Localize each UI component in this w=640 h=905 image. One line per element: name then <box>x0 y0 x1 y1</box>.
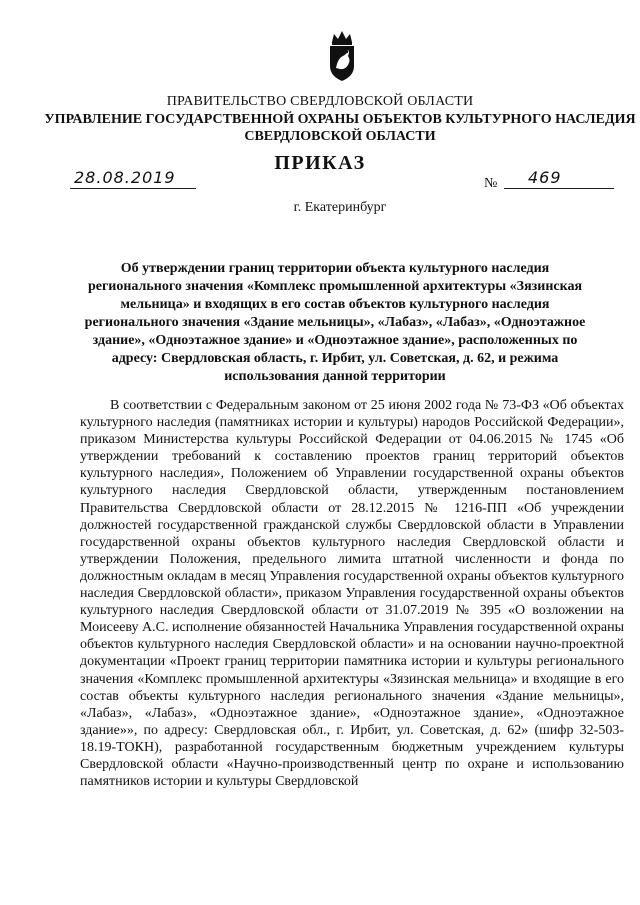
order-subject: Об утверждении границ территории объекта культурного наследия регионального значения «Комплекс промышленной архитектуры «Зязинская мельница» и входящих в его состав объектов культурного наследия регионального значения «Здание мельницы», «Лабаз», «Лабаз», «Одноэтажное здание», «Одноэтажное здание» и «Одноэтажное здание», расположенных по адресу: Свердловская область, г. Ирбит, ул. Советская, д. 62, и режима использования данной территории <box>84 261 586 384</box>
order-date: 28.08.2019 <box>74 168 176 187</box>
date-field <box>70 168 196 189</box>
order-number: 469 <box>528 168 562 187</box>
document-title: ПРИКАЗ <box>274 152 366 174</box>
sverdlovsk-coat-of-arms-icon <box>326 28 358 82</box>
number-field <box>504 168 614 189</box>
order-body-text: В соответствии с Федеральным законом от 25 июня 2002 года № 73-ФЗ «Об объектах культурного наследия (памятниках истории и культуры) народов Российской Федерации», приказом Министерства культуры Российской Федерации от 04.06.2015 № 1745 «Об утверждении требований к составлению проектов границ территорий объектов культурного наследия», Положением об Управлении государственной охраны объектов культурного наследия Свердловской области, утвержденным постановлением Правительства Свердловской области от 28.12.2015 № 1216-ПП «Об учреждении должностей государственной гражданской службы Свердловской области в Управлении государственной охраны объектов культурного наследия Свердловской области и утверждении Положения, предельного лимита штатной численности и фонда по должностным окладам в месяц Управления государственной охраны объектов культурного наследия Свердловской области», приказом Управления государственной охраны объектов культурного наследия Свердловской области от 31.07.2019 № 395 «О возложении на Моисееву А.С. исполнение обязанностей Начальника Управления государственной охраны объектов культурного наследия Свердловской области» и на основании научно-проектной документации «Проект границ территории памятника истории и культуры регионального значения «Комплекс промышленной архитектуры «Зязинская мельница» и входящие в его состав объекты культурного наследия регионального значения «Здание мельницы», «Лабаз», «Лабаз», «Одноэтажное здание», «Одноэтажное здание», «Одноэтажное здание»», по адресу: Свердловская обл., г. Ирбит, ул. Советская, д. 62» (шифр 32-503-18.19-ТОКН), разработанной государственным бюджетным учреждением культуры Свердловской области «Научно-производственный центр по охране и использованию памятников истории и культуры Свердловской <box>80 398 624 790</box>
city: г. Екатеринбург <box>293 200 387 215</box>
number-sign: № <box>484 176 498 191</box>
government-name: ПРАВИТЕЛЬСТВО СВЕРДЛОВСКОЙ ОБЛАСТИ <box>166 94 474 109</box>
department-name: УПРАВЛЕНИЕ ГОСУДАРСТВЕННОЙ ОХРАНЫ ОБЪЕКТОВ КУЛЬТУРНОГО НАСЛЕДИЯ СВЕРДЛОВСКОЙ ОБЛАСТИ <box>44 112 636 144</box>
